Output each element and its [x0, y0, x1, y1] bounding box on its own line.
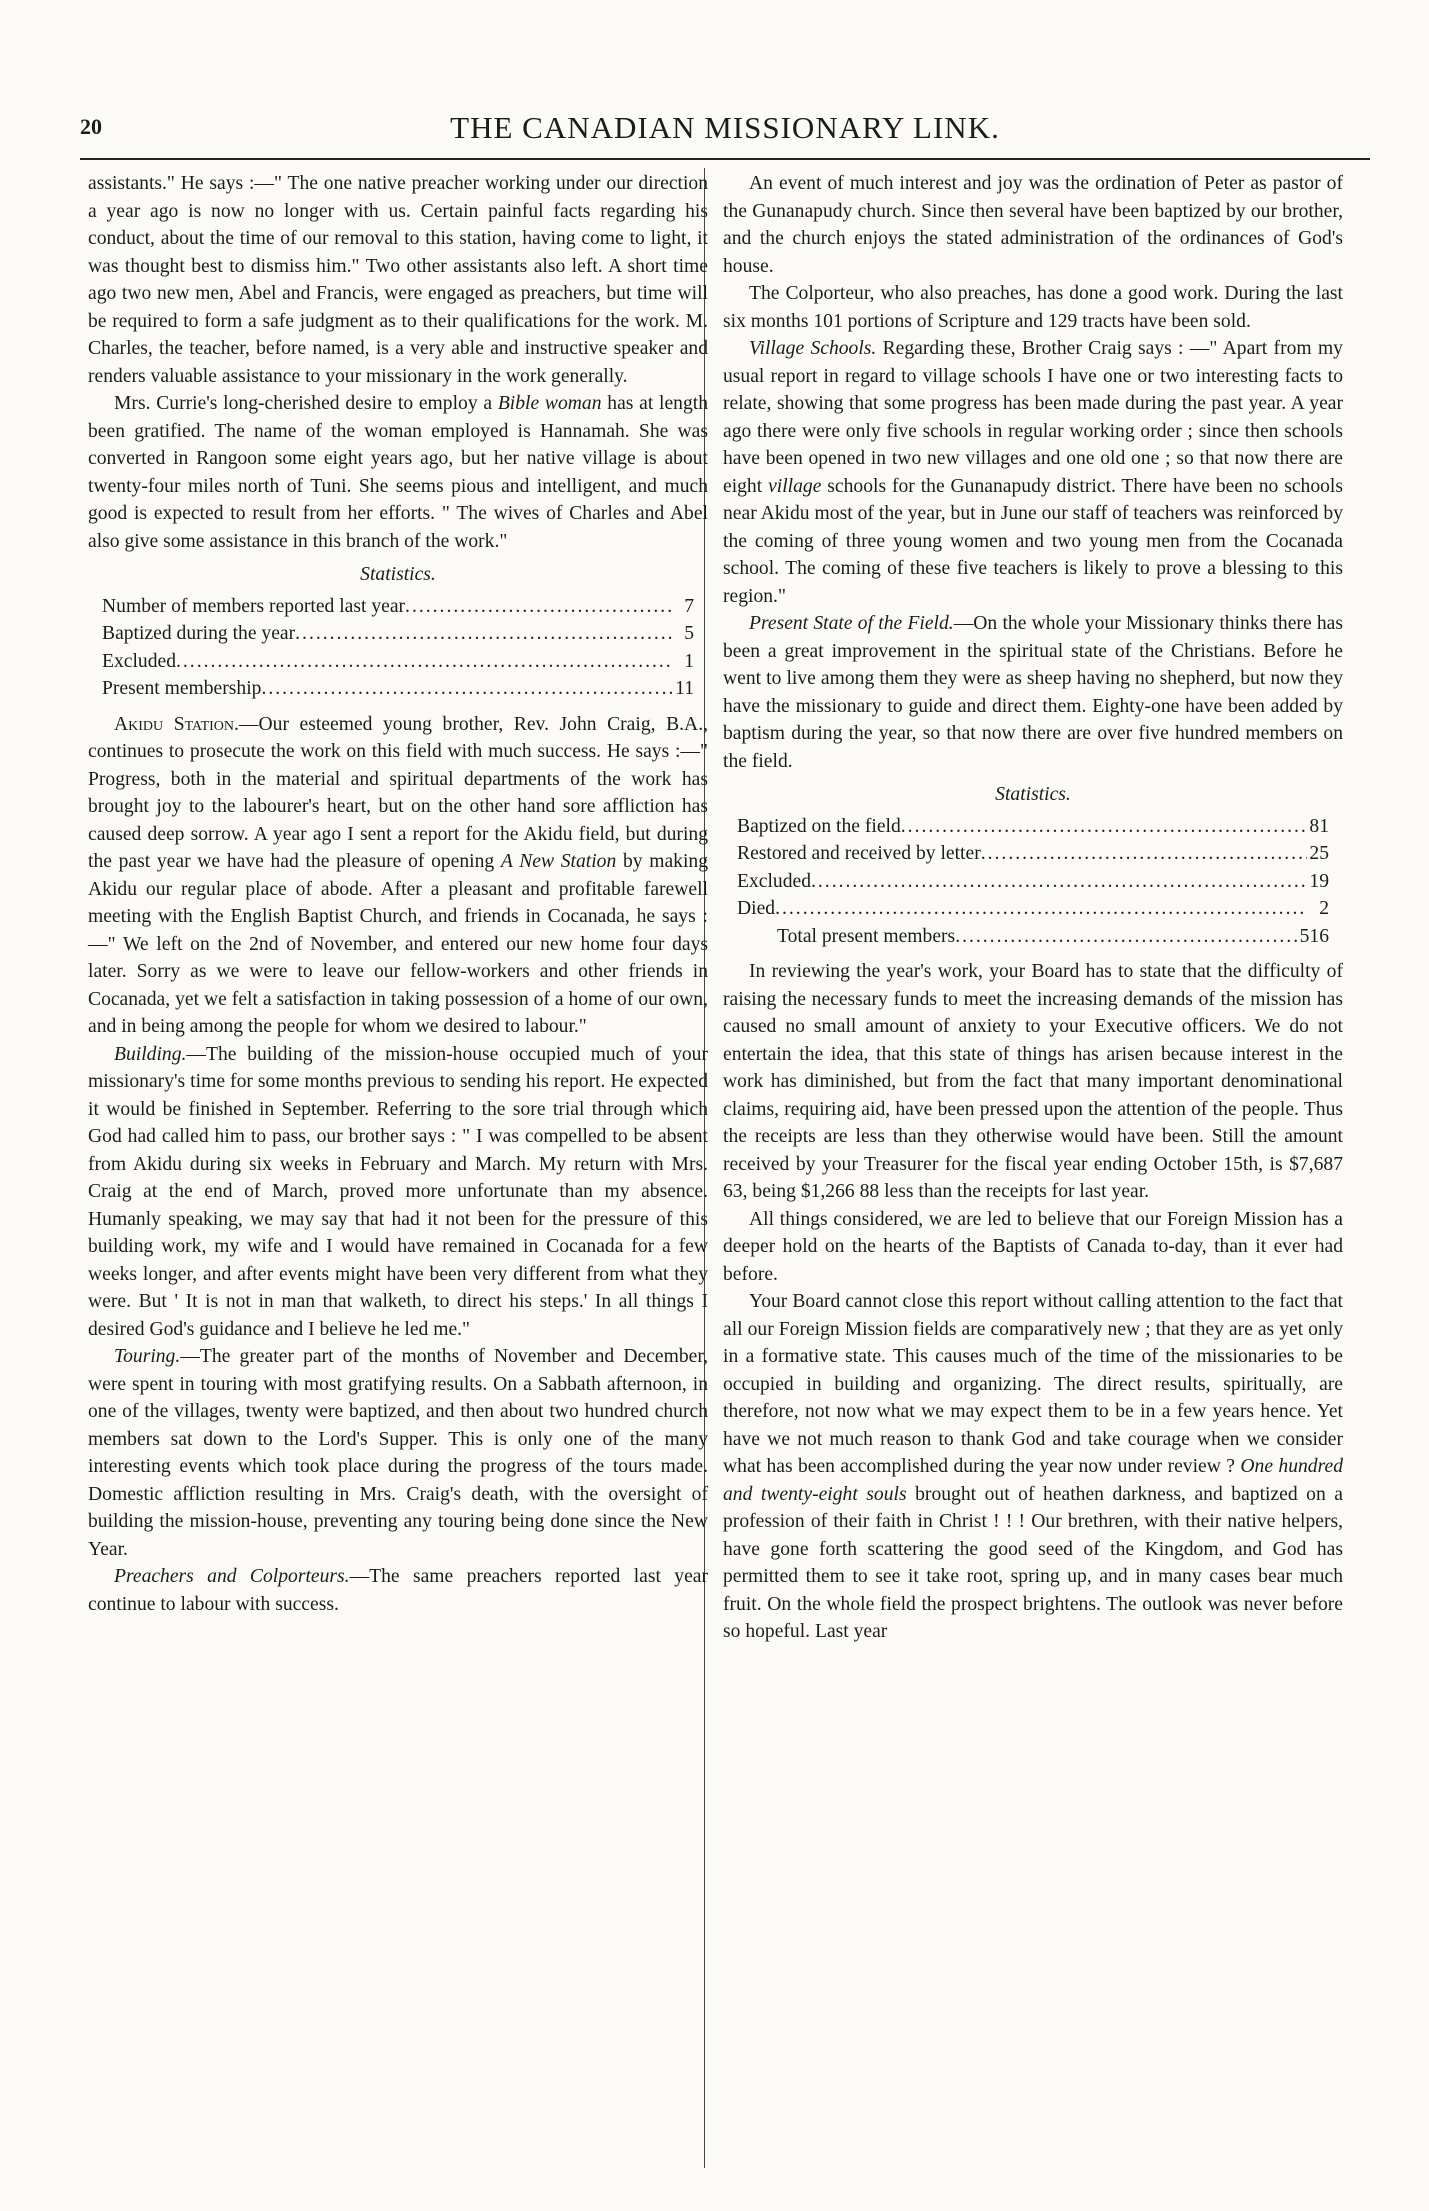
akidu-station-paragraph: Akidu Station.—Our esteemed young brother, Rev. John Craig, B.A., continues to prosecute the work on this field with much success. He says :—" Progress, both in the material and spiritual departments of the work has brought joy to the labourer's heart, but on the other hand sore affliction has caused deep sorrow. A year ago I sent a report for the Akidu field, but during the past year we have had the pleasure of opening A New Station by making Akidu our regular place of abode. After a pleasant and profitable farewell meeting with the English Baptist Church, and friends in Cocanada, he says :—" We left on the 2nd of November, and entered our new home four days later. Sorry as we were to leave our fellow-workers and other friends in Cocanada, yet we felt a satisfaction in taking possession of a home of our own, and in being among the people for whom we desired to labour." — [88, 713, 709, 1037]
left-stats-title: Statistics. — [360, 564, 436, 585]
left-stats-table — [102, 593, 694, 703]
closing-paragraph: Your Board cannot close this report without calling attention to the fact that all our Foreign Mission fields are comparatively new ; that they are as yet only in a formative state. This causes much of the time of the missionaries to be occupied in building and organizing. The direct results, spiritually, are therefore, not now what we may expect them to be in a few years hence. Yet have we not much reason to thank God and take courage when we consider what has been accomplished during the year now under review ? One hundred and twenty-eight souls brought out of heathen darkness, and baptized on a profession of their faith in Christ ! ! ! Our brethren, with their native helpers, have gone forth scattering the good seed of the Kingdom, and God has permitted them to see it take root, spring up, and in many cases bear much fruit. On the whole field the prospect brightens. The outlook was never before so hopeful. Last year — [723, 1291, 1343, 1642]
stat-row: Excluded ..... 1 — [102, 648, 694, 676]
stat-row: Baptized on the field ..... 81 — [737, 813, 1329, 841]
village-schools-heading: Village Schools. — [749, 338, 877, 359]
stat-row: Number of members reported last year ..... 7 — [102, 593, 694, 621]
preachers-heading: Preachers and Colporteurs. — [114, 1566, 350, 1587]
page-header — [80, 110, 1370, 154]
right-stats-title: Statistics. — [995, 784, 1071, 805]
ordination-paragraph: An event of much interest and joy was the ordination of Peter as pastor of the Gunanapudy church. Since then several have been baptized by our brother, and the church enjoys the stated administration of the ordinances of God's house. — [723, 173, 1343, 277]
village-schools-paragraph: Village Schools. Regarding these, Brother Craig says : —" Apart from my usual report in regard to village schools I have one or two interesting facts to relate, showing that some progress has been made during the past year. A year ago there were only five schools in regular working order ; since then schools have been opened in two new villages and one old one ; so that now there are eight village schools for the Gunanapudy district. There have been no schools near Akidu most of the year, but in June our staff of teachers was reinforced by the coming of three young women and two young men from the Cocanada school. The coming of these five teachers is likely to prove a blessing to this region." — [723, 338, 1344, 607]
touring-heading: Touring. — [114, 1346, 181, 1367]
right-stats-table — [737, 813, 1329, 951]
review-paragraph: In reviewing the year's work, your Board has to state that the difficulty of raising the necessary funds to meet the increasing demands of the mission has caused no small amount of anxiety to your Executive officers. We do not entertain the idea, that this state of things has arisen because interest in the work has diminished, but from the fact that many important denominational claims, requiring aid, have been pressed upon the attention of the people. Thus the receipts are less than they otherwise would have been. Still the amount received by your Treasurer for the fiscal year ending October 15th, is $7,687 63, being $1,266 88 less than the receipts for last year. — [723, 961, 1343, 1202]
present-state-paragraph: Present State of the Field.—On the whole your Missionary thinks there has been a great improvement in the spiritual state of the Christians. Before he went to live among them they were as sheep having no shepherd, but now they have the missionary to guide and direct them. Eighty-one have been added by baptism during the year, so that now there are over five hundred members on the field. — [723, 613, 1343, 772]
page-number: 20 — [80, 114, 102, 139]
building-heading: Building. — [114, 1043, 187, 1065]
stat-row: Present membership ..... 11 — [102, 675, 694, 703]
touring-paragraph: Touring.—The greater part of the months of November and December, were spent in touring with most gratifying results. On a Sabbath afternoon, in one of the villages, twenty were baptized, and then about two hundred church members sat down to the Lord's Supper. This is only one of the many interesting events which took place during the progress of the tours made. Domestic affliction resulting in Mrs. Craig's death, with the oversight of building the mission-house, preventing any touring being done since the New Year. — [88, 1346, 708, 1560]
running-title: THE CANADIAN MISSIONARY LINK. — [450, 110, 1000, 145]
considered-paragraph: All things considered, we are led to believe that our Foreign Mission has a deeper hold on the hearts of the Baptists of Canada to-day, than it ever had before. — [723, 1208, 1343, 1285]
building-paragraph: Building.—The building of the mission-house occupied much of your missionary's time for some months previous to sending his report. He expected it would be finished in September. Referring to the sore trial through which God had called him to pass, our brother says : " I was compelled to be absent from Akidu during six weeks in February and March. My return with Mrs. Craig at the end of March, proved more unfortunate than my absence. Humanly speaking, we may say that had it not been for the pressure of this building work, my wife and I would have remained in Cocanada for a few weeks longer, and after events might have been very different from what they were. But ' It is not in man that walketh, to direct his steps.' In all things I desired God's guidance and I believe he led me." — [88, 1043, 708, 1340]
right-column — [723, 170, 1343, 1646]
bible-woman-emphasis: Bible woman — [497, 393, 602, 414]
stat-row: Excluded ..... 19 — [737, 868, 1329, 896]
header-rule — [80, 158, 1370, 160]
colporteur-paragraph: The Colporteur, who also preaches, has done a good work. During the last six months 101 portions of Scripture and 129 tracts have been sold. — [723, 283, 1343, 332]
left-column — [88, 170, 708, 1618]
akidu-station-heading: Akidu Station. — [114, 713, 239, 735]
left-paragraph-bible-woman: Mrs. Currie's long-cherished desire to employ a Bible woman has at length been gratified. The name of the woman employed is Hannamah. She was converted in Rangoon some eight years ago, but her native village is about twenty-four miles north of Tuni. She seems pious and intelligent, and much good is expected to result from her efforts. " The wives of Charles and Abel also give some assistance in this branch of the work." — [88, 393, 708, 552]
preachers-paragraph: Preachers and Colporteurs.—The same preachers reported last year continue to labour with success. — [88, 1566, 708, 1615]
stat-row: Baptized during the year ..... 5 — [102, 620, 694, 648]
present-state-heading: Present State of the Field. — [749, 613, 954, 634]
left-paragraph-1: assistants." He says :—" The one native preacher working under our direction a year ago is now no longer with us. Certain painful facts regarding his conduct, about the time of our removal to this station, having come to light, it was thought best to dismiss him." Two other assistants also left. A short time ago two new men, Abel and Francis, were engaged as preachers, but time will be required to form a safe judgment as to their qualifications for the work. M. Charles, the teacher, before named, is a very able and instructive speaker and renders valuable assistance to your missionary in the work generally. — [88, 173, 708, 387]
stat-row: Restored and received by letter ..... 25 — [737, 840, 1329, 868]
souls-emphasis: One hundred and twenty-eight souls — [723, 1456, 1343, 1505]
stat-total-row: Total present members ..... 516 — [737, 923, 1329, 951]
stat-row: Died ..... 2 — [737, 895, 1329, 923]
